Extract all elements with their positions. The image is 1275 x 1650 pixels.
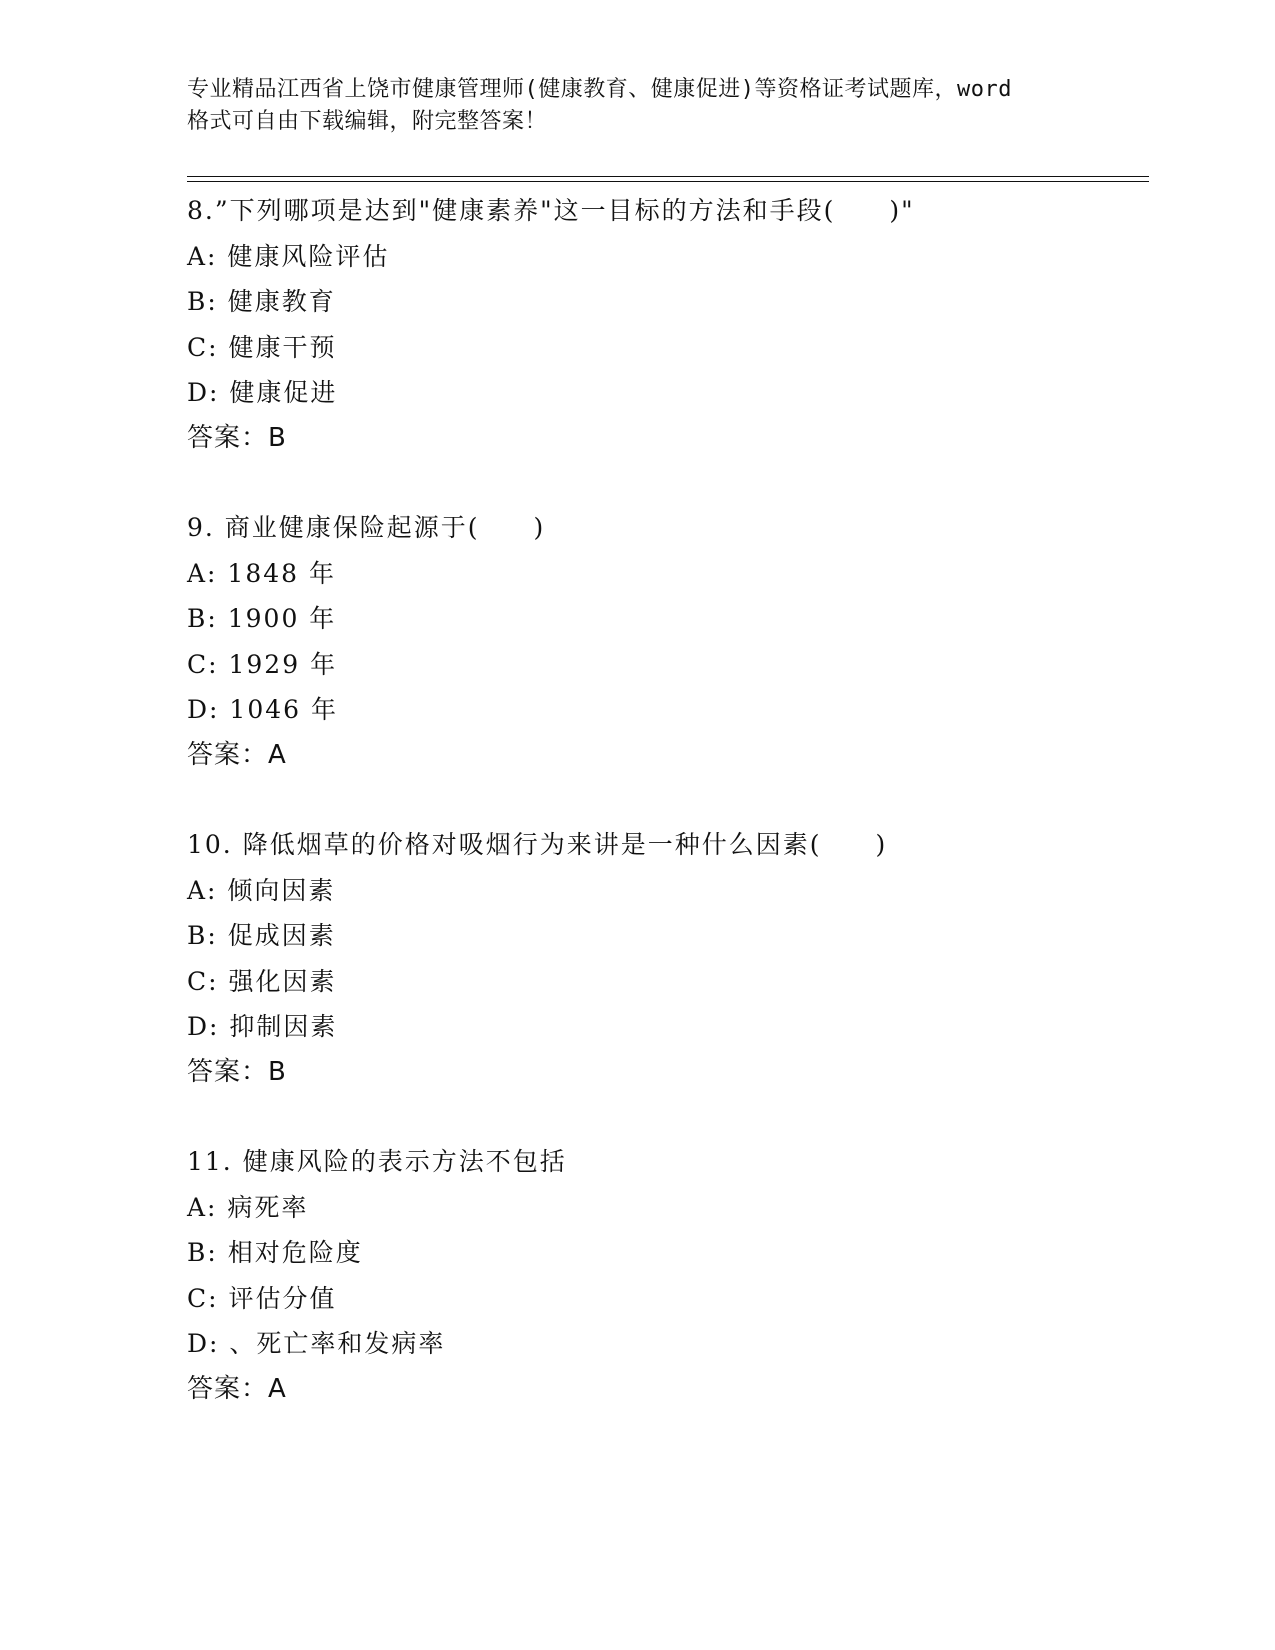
question-8 xyxy=(187,188,1147,461)
option-c: C: 评估分值 xyxy=(187,1283,337,1313)
question-stem: 8.”下列哪项是达到"健康素养"这一目标的方法和手段( )" xyxy=(187,196,915,225)
option-b: B: 相对危险度 xyxy=(187,1238,363,1267)
option-a: A: 病死率 xyxy=(187,1192,309,1222)
header-line-2: 格式可自由下载编辑，附完整答案！ xyxy=(187,109,548,134)
header-divider-top xyxy=(187,176,1149,177)
option-b: B: 健康教育 xyxy=(187,287,336,316)
option-b: B: 1900 年 xyxy=(187,604,337,633)
option-c: C: 健康干预 xyxy=(187,332,337,362)
option-a: A: 1848 年 xyxy=(187,558,336,588)
answer: 答案：B xyxy=(187,422,287,453)
question-10 xyxy=(187,822,1147,1095)
option-c: C: 1929 年 xyxy=(187,649,338,679)
question-9 xyxy=(187,505,1147,778)
option-a: A: 倾向因素 xyxy=(187,875,336,905)
option-d: D: 、死亡率和发病率 xyxy=(187,1329,446,1358)
option-b: B: 促成因素 xyxy=(187,921,336,950)
answer: 答案：A xyxy=(187,1373,287,1404)
header-divider-bottom xyxy=(187,181,1149,182)
option-a: A: 健康风险评估 xyxy=(187,241,390,271)
question-11 xyxy=(187,1139,1147,1412)
document-header xyxy=(187,74,1087,138)
option-d: D: 健康促进 xyxy=(187,378,338,407)
question-stem: 10. 降低烟草的价格对吸烟行为来讲是一种什么因素( ) xyxy=(187,830,888,859)
header-line-1: 专业精品江西省上饶市健康管理师(健康教育、健康促进)等资格证考试题库，word xyxy=(187,77,1012,102)
question-stem: 9. 商业健康保险起源于( ) xyxy=(187,513,546,542)
answer: 答案：B xyxy=(187,1056,287,1087)
answer: 答案：A xyxy=(187,739,287,770)
option-d: D: 1046 年 xyxy=(187,695,338,724)
option-d: D: 抑制因素 xyxy=(187,1012,338,1041)
question-stem: 11. 健康风险的表示方法不包括 xyxy=(187,1147,567,1176)
option-c: C: 强化因素 xyxy=(187,966,337,996)
